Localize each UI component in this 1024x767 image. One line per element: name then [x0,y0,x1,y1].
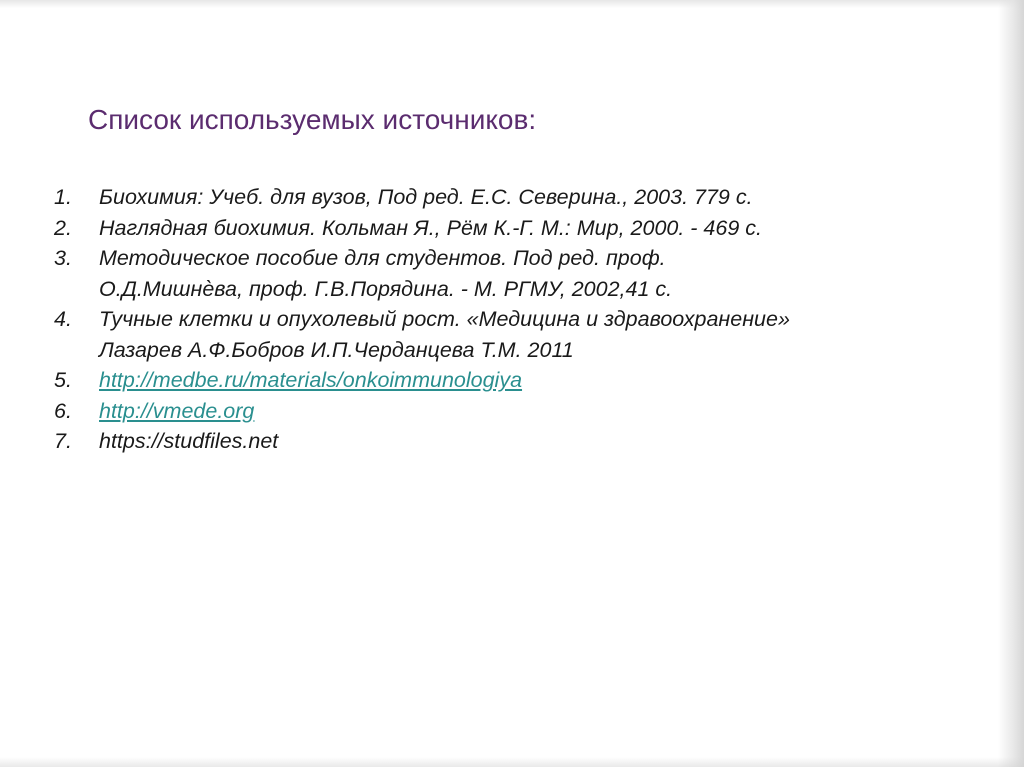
slide-right-shadow [998,0,1024,767]
reference-item-4 [54,304,974,365]
reference-text [99,213,974,244]
reference-number: 6. [54,398,72,423]
reference-text [99,182,974,213]
reference-line: Наглядная биохимия. Кольман Я., Рём К.-Г. М.: Мир, 2000. - 469 с. [99,215,763,240]
reference-number: 2. [54,215,72,240]
reference-line: Методическое пособие для студентов. Под ред. проф. [99,246,666,270]
slide-top-shadow [0,0,1024,8]
reference-number: 3. [54,246,72,270]
slide-title: Список используемых источников: [88,104,537,135]
reference-text [99,304,974,365]
reference-text [99,243,974,304]
reference-line: https://studfiles.net [99,429,279,453]
reference-number: 1. [54,185,72,209]
reference-line: Биохимия: Учеб. для вузов, Под ред. Е.С. Северина., 2003. 779 с. [99,185,753,209]
reference-line: Тучные клетки и опухолевый рост. «Медицина и здравоохранение» [99,307,790,331]
reference-item-6 [54,396,974,427]
reference-line: Лазарев А.Ф.Бобров И.П.Черданцева Т.М. 2011 [99,337,574,362]
reference-text [99,365,974,396]
reference-text [99,426,974,457]
reference-item-1 [54,182,974,213]
reference-number: 7. [54,429,72,453]
slide-bottom-shadow [0,757,1024,767]
reference-number: 5. [54,368,72,392]
reference-item-5 [54,365,974,396]
reference-link-medbe[interactable]: http://medbe.ru/materials/onkoimmunologiya [99,368,523,392]
reference-item-2 [54,213,974,244]
reference-line: О.Д.Мишнѐва, проф. Г.В.Порядина. - М. РГМУ, 2002,41 с. [99,276,673,301]
reference-text [99,396,974,427]
reference-link-vmede[interactable]: http://vmede.org [99,398,255,423]
reference-number: 4. [54,307,72,331]
reference-item-3 [54,243,974,304]
reference-item-7 [54,426,974,457]
reference-list [54,182,974,457]
